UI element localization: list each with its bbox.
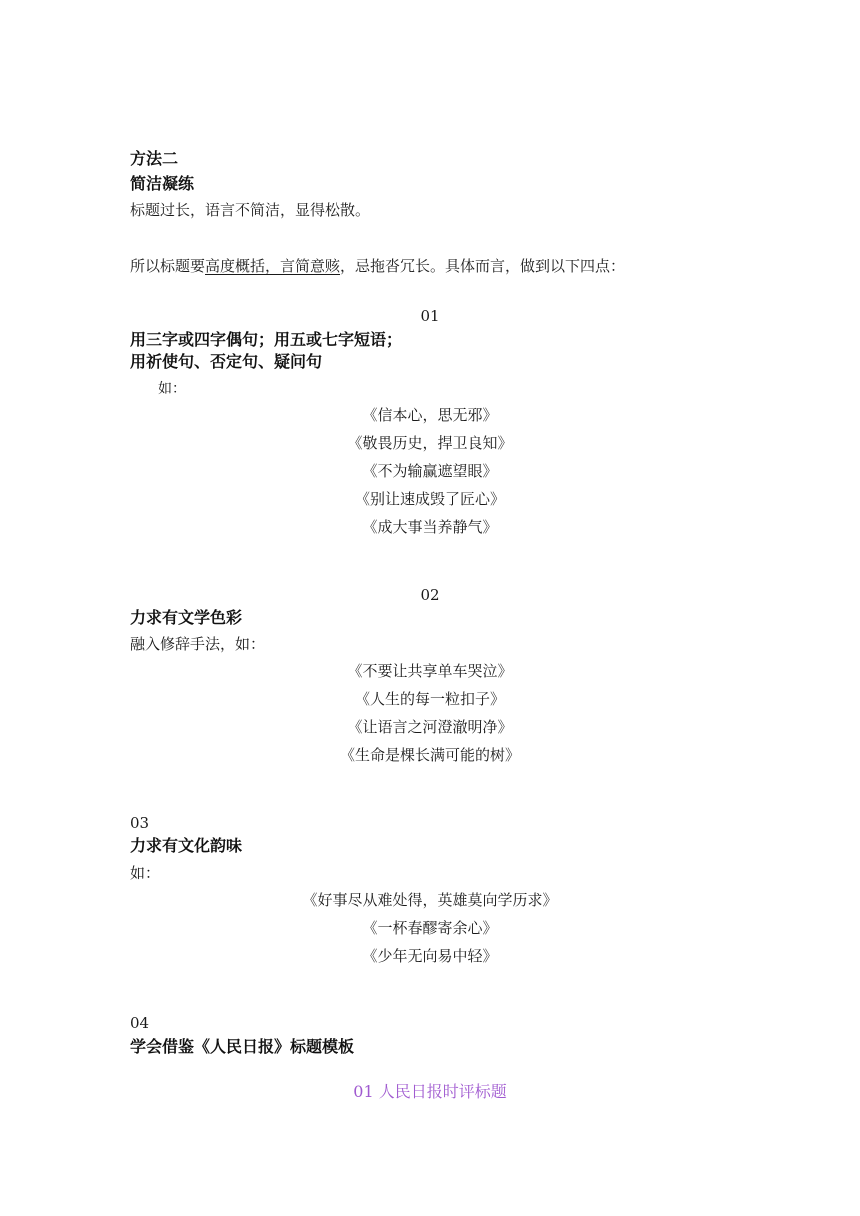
rule-underlined: 高度概括，言简意赅 — [205, 257, 341, 275]
point1-example: 《信本心，思无邪》 — [362, 406, 498, 424]
point1-example: 《成大事当养静气》 — [362, 518, 498, 536]
point3-example: 《少年无向易中轻》 — [362, 947, 498, 965]
point1-example: 《别让速成毁了匠心》 — [354, 490, 505, 508]
point3-example: 《一杯春醪寄余心》 — [362, 919, 498, 937]
point2-example: 《人生的每一粒扣子》 — [354, 690, 505, 708]
point3-example: 《好事尽从难处得，英雄莫向学历求》 — [302, 891, 558, 909]
point4-number: 04 — [130, 1014, 150, 1032]
point4-title: 学会借鉴《人民日报》标题模板 — [130, 1037, 355, 1056]
point2-title: 力求有文学色彩 — [130, 608, 243, 627]
rule-prefix: 所以标题要 — [130, 257, 206, 275]
point3-title: 力求有文化韵味 — [130, 836, 243, 855]
point2-number: 02 — [420, 586, 440, 604]
section-heading: 方法二 — [130, 149, 179, 168]
point1-example-label: 如： — [158, 381, 186, 397]
point2-example: 《生命是棵长满可能的树》 — [339, 746, 520, 764]
point2-example: 《不要让共享单车哭泣》 — [347, 662, 513, 680]
point2-example: 《让语言之河澄澈明净》 — [347, 718, 513, 736]
section-subheading: 简洁凝练 — [130, 174, 195, 193]
point1-number: 01 — [420, 307, 440, 325]
point2-example-label: 融入修辞手法，如： — [130, 635, 266, 653]
subsection-title: 01 人民日报时评标题 — [353, 1082, 507, 1101]
rule-suffix: ，忌拖沓冗长。具体而言，做到以下四点： — [340, 257, 626, 275]
point1-example: 《敬畏历史，捍卫良知》 — [347, 434, 513, 452]
point1-title-line2: 用祈使句、否定句、疑问句 — [130, 352, 323, 371]
point1-title-line1: 用三字或四字偶句；用五或七字短语； — [130, 330, 403, 349]
problem-text: 标题过长，语言不简洁，显得松散。 — [130, 201, 371, 219]
point3-number: 03 — [130, 814, 150, 832]
point1-example: 《不为输赢遮望眼》 — [362, 462, 498, 480]
point3-example-label: 如： — [130, 864, 161, 882]
rule-text — [130, 259, 625, 274]
